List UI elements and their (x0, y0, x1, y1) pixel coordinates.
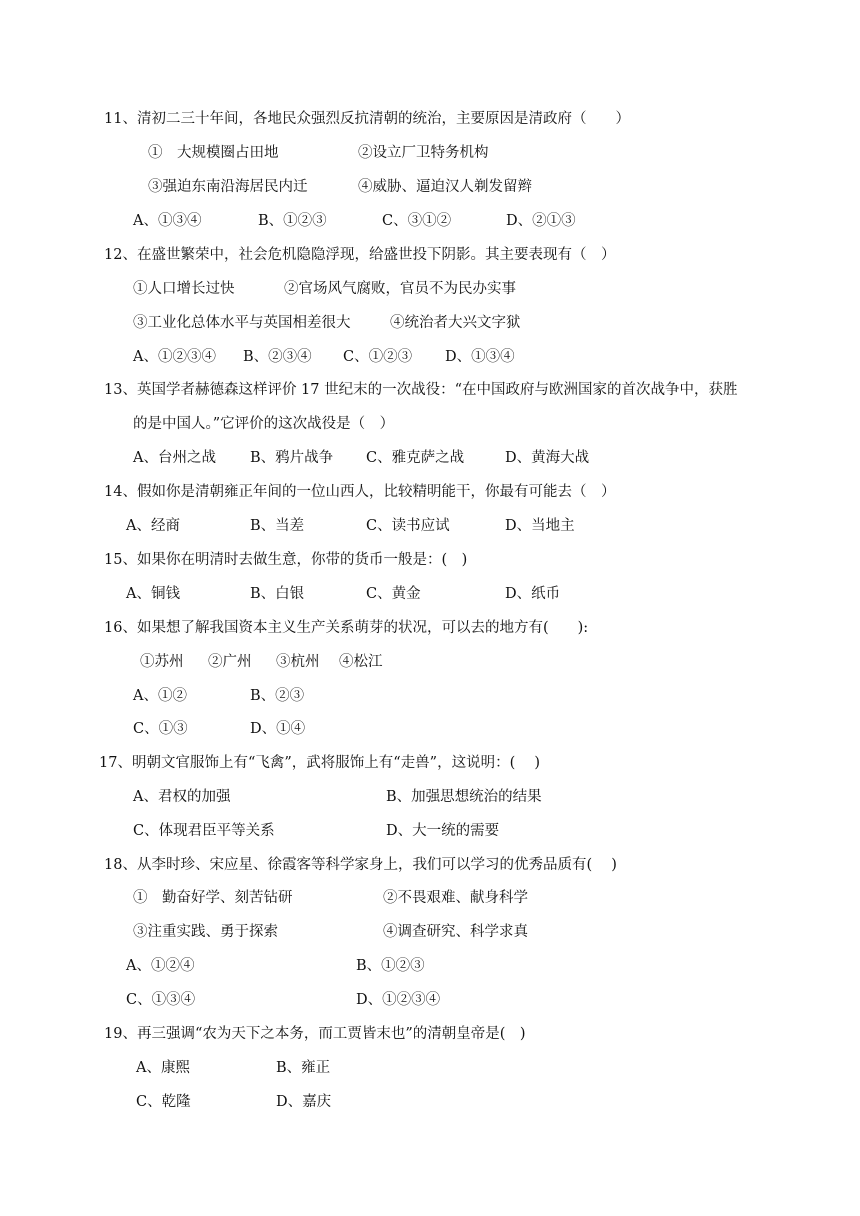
q18-statement-1: ① 勤奋好学、刻苦钻研 (133, 890, 293, 906)
q18-option-d: D、①②③④ (356, 992, 441, 1008)
q18-option-c: C、①③④ (126, 992, 196, 1008)
q18-option-b: B、①②③ (356, 958, 425, 974)
question-14-stem: 14、假如你是清朝雍正年间的一位山西人，比较精明能干，你最有可能去（ ） (104, 484, 616, 500)
q14-option-b: B、当差 (250, 518, 305, 534)
q18-statement-3: ③注重实践、勇于探索 (133, 924, 278, 940)
q19-option-b: B、雍正 (276, 1060, 331, 1076)
question-13-stem-line2: 的是中国人。”它评价的这次战役是（ ） (133, 416, 395, 432)
q15-option-a: A、铜钱 (126, 586, 180, 602)
q16-statement-4: ④松江 (339, 654, 383, 670)
q18-option-a: A、①②④ (126, 958, 195, 974)
q11-statement-4: ④威胁、逼迫汉人剃发留辫 (358, 179, 532, 195)
q11-option-c: C、③①② (382, 213, 452, 229)
q12-option-c: C、①②③ (343, 349, 413, 365)
q13-option-b: B、鸦片战争 (250, 450, 334, 466)
q15-option-b: B、白银 (250, 586, 305, 602)
q12-option-b: B、②③④ (243, 349, 312, 365)
q19-option-c: C、乾隆 (136, 1094, 191, 1110)
q12-statement-2: ②官场风气腐败，官员不为民办实事 (284, 281, 516, 297)
q13-option-c: C、雅克萨之战 (366, 450, 465, 466)
q19-option-a: A、康熙 (136, 1060, 190, 1076)
question-11-stem: 11、清初二三十年间，各地民众强烈反抗清朝的统治，主要原因是清政府（ ） (104, 111, 630, 127)
q16-option-b: B、②③ (250, 688, 305, 704)
q13-option-d: D、黄海大战 (505, 450, 590, 466)
q16-option-a: A、①② (133, 688, 187, 704)
q19-option-d: D、嘉庆 (276, 1094, 332, 1110)
question-19-stem: 19、再三强调“农为天下之本务，而工贾皆末也”的清朝皇帝是( ) (104, 1026, 526, 1042)
q11-option-d: D、②①③ (506, 213, 576, 229)
q14-option-d: D、当地主 (505, 518, 575, 534)
q18-statement-2: ②不畏艰难、献身科学 (383, 890, 528, 906)
q12-statement-3: ③工业化总体水平与英国相差很大 (133, 315, 351, 331)
q16-option-c: C、①③ (133, 721, 188, 737)
q15-option-d: D、纸币 (505, 586, 561, 602)
question-16-stem: 16、如果想了解我国资本主义生产关系萌芽的状况，可以去的地方有( ): (104, 620, 589, 636)
q16-option-d: D、①④ (250, 721, 306, 737)
q13-option-a: A、台州之战 (133, 450, 216, 466)
q12-statement-4: ④统治者大兴文字狱 (390, 315, 521, 331)
q12-statement-1: ①人口增长过快 (133, 281, 235, 297)
q16-statement-1: ①苏州 (140, 654, 184, 670)
q17-option-b: B、加强思想统治的结果 (386, 789, 542, 805)
question-18-stem: 18、从李时珍、宋应星、徐霞客等科学家身上，我们可以学习的优秀品质有( ) (104, 857, 617, 873)
q17-option-a: A、君权的加强 (133, 789, 231, 805)
question-13-stem-line1: 13、英国学者赫德森这样评价 17 世纪末的一次战役：“在中国政府与欧洲国家的首次战争中，获胜 (104, 382, 738, 398)
q14-option-c: C、读书应试 (366, 518, 450, 534)
q16-statement-2: ②广州 (208, 654, 252, 670)
question-15-stem: 15、如果你在明清时去做生意，你带的货币一般是：( ) (104, 552, 468, 568)
question-17-stem: 17、明朝文官服饰上有“飞禽”，武将服饰上有“走兽”，这说明：( ) (99, 755, 541, 771)
question-12-stem: 12、在盛世繁荣中，社会危机隐隐浮现，给盛世投下阴影。其主要表现有（ ） (104, 247, 616, 263)
q17-option-d: D、大一统的需要 (386, 823, 500, 839)
q12-option-a: A、①②③④ (133, 349, 216, 365)
q11-statement-3: ③强迫东南沿海居民内迁 (148, 179, 308, 195)
q14-option-a: A、经商 (126, 518, 180, 534)
q11-statement-2: ②设立厂卫特务机构 (358, 145, 489, 161)
q17-option-c: C、体现君臣平等关系 (133, 823, 275, 839)
q11-option-a: A、①③④ (133, 213, 202, 229)
q11-statement-1: ① 大规模圈占田地 (148, 145, 279, 161)
q11-option-b: B、①②③ (258, 213, 327, 229)
q15-option-c: C、黄金 (366, 586, 421, 602)
q18-statement-4: ④调查研究、科学求真 (383, 924, 528, 940)
q16-statement-3: ③杭州 (276, 654, 320, 670)
q12-option-d: D、①③④ (445, 349, 515, 365)
